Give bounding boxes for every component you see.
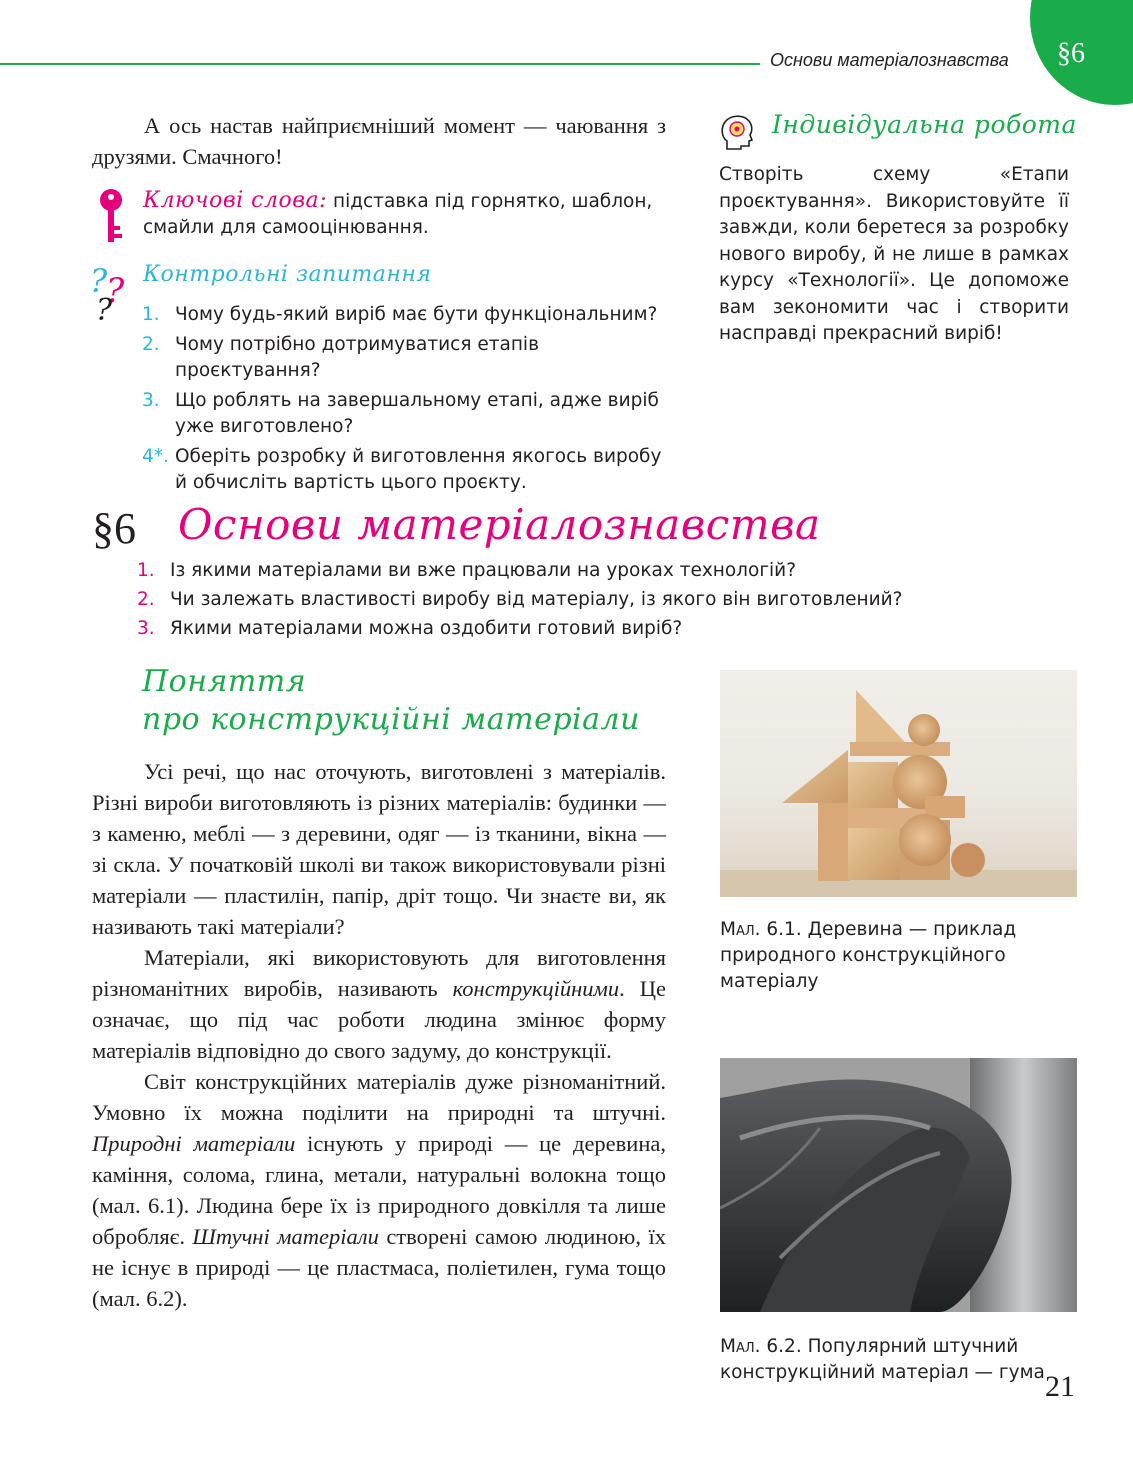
intro-text: А ось настав найприємніший момент — чаювання з друзями. Смачного! (92, 113, 666, 169)
question-marks-icon (90, 262, 134, 324)
subheading (142, 663, 640, 739)
figure-caption-6-1: Мал. 6.1. Деревина — приклад природного конструкційного матеріалу (720, 919, 1017, 992)
key-icon (94, 188, 128, 246)
header-rule (0, 63, 760, 65)
body-paragraph-2: Матеріали, які використовують для виготовлення різноманітних виробів, називають конструкційними. Це означає, що під час роботи людина змінює форму матеріалів відповідно до свого задуму, до конструкції. (92, 945, 666, 1063)
section-corner-badge-label: §6 (1057, 38, 1085, 69)
body-paragraph-3: Світ конструкційних матеріалів дуже різноманітний. Умовно їх можна поділити на природні та штучні. Природні матеріали існують у природі — це деревина, каміння, солома, глина, метали, натуральні волокна тощо (мал. 6.1). Людина бере їх із природного довкілля та лише обробляє. Штучні матеріали створені самою людиною, їх не існує в природі — це пластмаса, поліетилен, гума тощо (мал. 6.2). (92, 1069, 666, 1311)
control-questions-title: Контрольні запитання (143, 262, 432, 287)
list-item: 2. Чи залежать властивості виробу від матеріалу, із якого він виготовлений? (137, 589, 903, 610)
main-body-text (92, 756, 666, 1314)
head-idea-icon (719, 113, 755, 151)
intro-paragraph (92, 110, 666, 172)
keywords-block (143, 188, 683, 241)
section-questions-list (137, 558, 937, 645)
list-item: 4*. Оберіть розробку й виготовлення якогось виробу й обчисліть вартість цього проєкту. (142, 446, 662, 493)
running-head: Основи матеріалознавства (770, 50, 1009, 70)
wooden-blocks-photo (720, 670, 1077, 897)
page-number: 21 (1045, 1370, 1075, 1403)
list-item: 3. Якими матеріалами можна оздобити готовий виріб? (137, 618, 683, 639)
individual-work-text: Створіть схему «Етапи проєктування». Використовуйте її завжди, коли беретеся за розробку нового виробу, й не лише в рамках курсу «Технології». Це допоможе вам зекономити час і створити насправді прекрасний виріб! (719, 164, 1069, 344)
keywords-title: Ключові слова: (143, 188, 328, 213)
rubber-roller-photo (720, 1058, 1077, 1312)
control-questions-list (142, 302, 670, 500)
list-item: 1. Із якими матеріалами ви вже працювали на уроках технологій? (137, 560, 797, 581)
subheading-line-1: Поняття (142, 664, 307, 699)
body-paragraph-1: Усі речі, що нас оточують, виготовлені з матеріалів. Різні вироби виготовляють із різних матеріалів: будинки — з каменю, меблі — з деревини, одяг — із тканини, вікна — зі скла. У початковій школі ви також використовували різні матеріали — пластилін, папір, дріт тощо. Чи знаєте ви, як називають такі матеріали? (92, 759, 666, 939)
section-number: §6 (92, 504, 136, 553)
list-item: 1. Чому будь-який виріб має бути функціональним? (142, 304, 658, 325)
list-item: 3. Що роблять на завершальному етапі, адже виріб уже виготовлено? (142, 390, 659, 437)
figure-caption-6-2: Мал. 6.2. Популярний штучний конструкційний матеріал — гума (720, 1336, 1045, 1383)
individual-work-title: Індивідуальна робота (772, 110, 1077, 139)
svg-text:?: ? (96, 293, 113, 324)
section-title: Основи матеріалознавства (178, 500, 821, 549)
subheading-line-2: про конструкційні матеріали (142, 702, 640, 737)
svg-text:?: ? (90, 262, 108, 300)
svg-text:?: ? (106, 271, 125, 311)
keywords-text: підставка під горнятко, шаблон, смайли для самооцінювання. (143, 191, 653, 238)
list-item: 2. Чому потрібно дотримуватися етапів проєктування? (142, 334, 539, 381)
